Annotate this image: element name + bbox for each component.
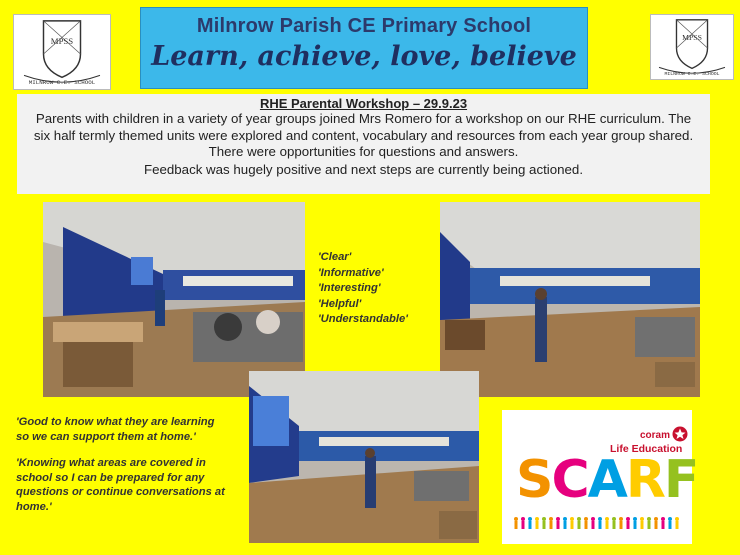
school-crest-left (13, 14, 111, 90)
workshop-info-box (17, 94, 710, 194)
child-figure-icon (626, 517, 630, 529)
child-figure-icon (654, 517, 658, 529)
child-figure-icon (633, 517, 637, 529)
child-figure-icon (577, 517, 581, 529)
coram-star-icon (672, 426, 688, 442)
school-name: Milnrow Parish CE Primary School (196, 15, 532, 37)
child-figure-icon (556, 517, 560, 529)
school-crest-right (650, 14, 734, 80)
crest-letters: MPSS (50, 36, 74, 47)
workshop-feedback: Feedback was hugely positive and next steps are currently being actioned. (143, 161, 584, 177)
child-figure-icon (549, 517, 553, 529)
child-figure-icon (640, 517, 644, 529)
child-figure-icon (647, 517, 651, 529)
child-figure-icon (514, 517, 518, 529)
workshop-title: RHE Parental Workshop – 29.9.23 (259, 96, 468, 111)
workshop-photo-1 (43, 202, 305, 397)
child-figure-icon (661, 517, 665, 529)
scarf-letter-c: C (551, 450, 588, 510)
child-figure-icon (619, 517, 623, 529)
header-banner (140, 7, 588, 89)
scarf-letter-r: R (625, 450, 664, 510)
child-figure-icon (528, 517, 532, 529)
short-quotes (318, 250, 408, 328)
long-quotes (16, 415, 228, 526)
workshop-photo-3 (249, 371, 479, 543)
coram-label: coram (640, 430, 671, 441)
workshop-photo-2 (440, 202, 700, 397)
quote-item: 'Interesting' (318, 282, 381, 294)
quote-item: 'Helpful' (318, 297, 362, 310)
life-education-label: Life Education (610, 443, 683, 455)
children-figures-icon (512, 514, 684, 534)
crest-letters: MPSS (682, 33, 702, 43)
crest-motto-text: MILNROW C.E. SCHOOL (28, 79, 96, 87)
crest-motto-text: MILNROW C.E. SCHOOL (664, 72, 720, 78)
crest-shield-icon (651, 15, 733, 79)
child-figure-icon (535, 517, 539, 529)
child-figure-icon (591, 517, 595, 529)
scarf-letter-a: A (587, 450, 626, 510)
child-figure-icon (612, 517, 616, 529)
scarf-wordmark (516, 450, 697, 510)
quote-item: 'Knowing what areas are covered in school so I can be prepared for any questions or continue conversations at home.' (16, 457, 225, 513)
child-figure-icon (605, 517, 609, 529)
workshop-description: Parents with children in a variety of year groups joined Mrs Romero for a workshop on our RHE curriculum. The six half termly themed units were explored and content, vocabulary and resources from each year group shared. There were opportunities for questions and answers. (33, 111, 694, 159)
child-figure-icon (584, 517, 588, 529)
child-figure-icon (598, 517, 602, 529)
child-figure-icon (563, 517, 567, 529)
quote-item: 'Informative' (318, 266, 384, 279)
scarf-letter-s: S (516, 450, 552, 510)
scarf-letter-f: F (663, 450, 698, 510)
school-motto: Learn, achieve, love, believe (151, 41, 577, 72)
child-figure-icon (675, 517, 679, 529)
quote-item: 'Understandable' (318, 313, 408, 325)
crest-shield-icon (14, 15, 110, 89)
child-figure-icon (542, 517, 546, 529)
quote-item: 'Good to know what they are learning so we can support them at home.' (16, 416, 215, 443)
child-figure-icon (668, 517, 672, 529)
child-figure-icon (570, 517, 574, 529)
child-figure-icon (521, 517, 525, 529)
quote-item: 'Clear' (318, 251, 352, 263)
